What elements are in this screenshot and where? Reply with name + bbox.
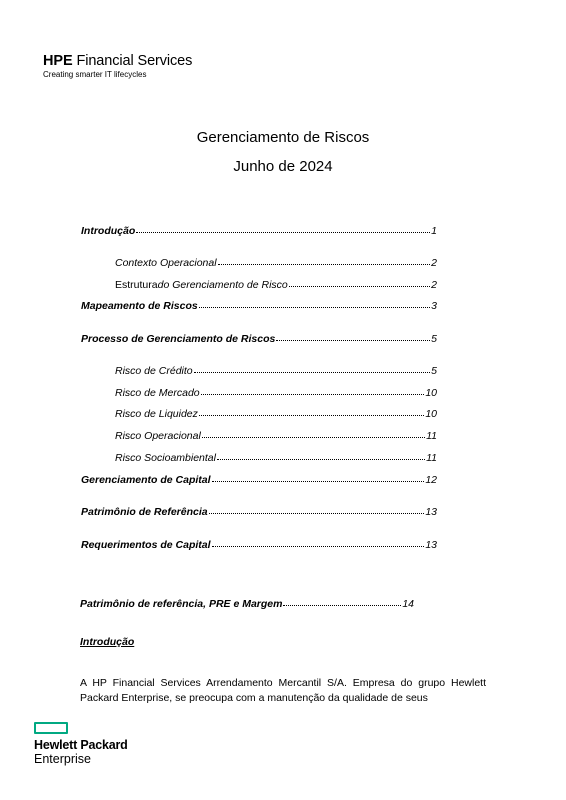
toc-entry[interactable] (81, 332, 437, 346)
toc-entry[interactable] (115, 451, 437, 465)
toc-entry-page: 11 (426, 452, 437, 464)
toc-entry-page: 5 (431, 365, 437, 377)
toc-entry-text-plain: Estrutura (115, 279, 158, 291)
section-heading: Introdução (80, 636, 135, 648)
toc-entry-text: Patrimônio de referência, PRE e Margem (80, 598, 283, 610)
toc-leader (136, 224, 430, 233)
toc-entry-text: Contexto Operacional (115, 257, 217, 269)
toc-leader (283, 597, 401, 606)
document-date: Junho de 2024 (233, 158, 333, 175)
toc-entry-page: 2 (431, 279, 437, 291)
toc-entry-page: 13 (425, 539, 437, 551)
toc-entry[interactable] (81, 299, 437, 313)
toc-entry-text: Risco de Liquidez (115, 408, 198, 420)
toc-entry-text: Gerenciamento de Capital (81, 474, 211, 486)
toc-leader (209, 505, 425, 514)
toc-entry[interactable] (115, 278, 437, 292)
toc-leader (194, 364, 431, 373)
toc-entry[interactable] (115, 364, 437, 378)
brand-tagline: Creating smarter IT lifecycles (43, 70, 147, 79)
toc-entry[interactable] (115, 407, 437, 421)
hpe-fs-logo (43, 53, 192, 70)
toc-entry-text: Risco Operacional (115, 430, 201, 442)
toc-entry[interactable] (80, 597, 414, 611)
toc-leader (289, 278, 430, 287)
toc-entry-page: 13 (425, 506, 437, 518)
toc-leader (201, 386, 425, 395)
toc-leader (202, 429, 425, 438)
toc-leader (276, 332, 430, 341)
toc-entry[interactable] (115, 386, 437, 400)
hpe-logo-text-line1: Hewlett Packard (34, 738, 128, 752)
toc-leader (218, 256, 431, 265)
toc-entry-text-italic: do Gerenciamento de Risco (157, 279, 288, 291)
toc-entry-text: Patrimônio de Referência (81, 506, 208, 518)
toc-leader (217, 451, 425, 460)
toc-entry-text: Mapeamento de Riscos (81, 300, 198, 312)
toc-entry-text: Introdução (81, 225, 136, 237)
brand-bold: HPE (43, 53, 73, 69)
toc-entry-page: 10 (425, 408, 437, 420)
toc-leader (212, 538, 425, 547)
toc-entry[interactable] (81, 538, 437, 552)
brand-rest: Financial Services (72, 53, 193, 69)
toc-entry-text: Risco de Crédito (115, 365, 193, 377)
toc-entry-page: 1 (431, 225, 437, 237)
toc-entry[interactable] (81, 473, 437, 487)
toc-leader (199, 407, 424, 416)
toc-entry-page: 2 (431, 257, 437, 269)
toc-entry-text: Processo de Gerenciamento de Riscos (81, 333, 276, 345)
toc-leader (212, 473, 425, 482)
toc-entry-page: 14 (402, 598, 414, 610)
toc-entry[interactable] (115, 256, 437, 270)
toc-entry-page: 3 (431, 300, 437, 312)
toc-entry-page: 12 (425, 474, 437, 486)
toc-entry-text: Requerimentos de Capital (81, 539, 211, 551)
hpe-logo-rectangle (34, 722, 68, 734)
toc-entry[interactable] (81, 505, 437, 519)
toc-entry-text: Risco de Mercado (115, 387, 200, 399)
toc-entry[interactable] (115, 429, 437, 443)
document-title: Gerenciamento de Riscos (196, 129, 370, 146)
toc-leader (199, 299, 430, 308)
body-paragraph: A HP Financial Services Arrendamento Mercantil S/A. Empresa do grupo Hewlett Packard Enterprise, se preocupa com a manutenção da qualidade de seus (80, 677, 486, 704)
toc-entry[interactable] (81, 224, 437, 238)
hpe-logo-text-line2: Enterprise (34, 752, 91, 766)
toc-entry-page: 5 (431, 333, 437, 345)
toc-entry-text: Risco Socioambiental (115, 452, 216, 464)
toc-entry-page: 11 (426, 430, 437, 442)
toc-entry-page: 10 (425, 387, 437, 399)
